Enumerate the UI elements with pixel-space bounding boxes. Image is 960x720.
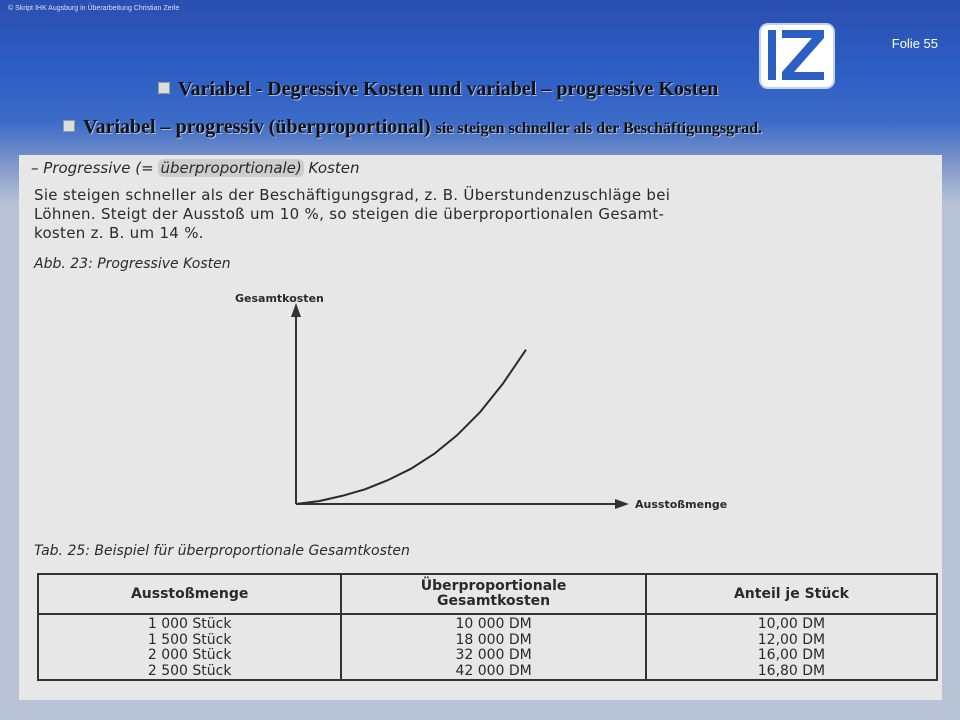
table-cell: 1 500 Stück bbox=[147, 631, 232, 648]
col-anteil bbox=[646, 614, 937, 680]
table-cell: 10 000 DM bbox=[455, 616, 532, 632]
y-axis-label: Gesamtkosten bbox=[235, 292, 324, 305]
bullet-icon bbox=[63, 120, 75, 132]
cost-curve-group bbox=[296, 350, 526, 504]
header-gesamtkosten-text: Überproportionale Gesamtkosten bbox=[420, 578, 567, 609]
header-anteil: Anteil je Stück bbox=[646, 574, 937, 614]
section-suffix: Kosten bbox=[303, 159, 360, 177]
section-heading bbox=[31, 159, 359, 177]
bullet-text-small: sie steigen schneller als der Beschäftigungsgrad. bbox=[435, 120, 763, 137]
paragraph-line: Sie steigen schneller als der Beschäftigungsgrad, z. B. Überstundenzuschläge bei bbox=[34, 186, 671, 204]
table-cell: 12,00 DM bbox=[757, 631, 826, 648]
table-body-row bbox=[38, 614, 937, 680]
col-gesamtkosten bbox=[341, 614, 646, 680]
table-cell: 32 000 DM bbox=[455, 647, 532, 663]
col-ausstossmenge bbox=[38, 614, 341, 680]
table-cell: 2 000 Stück bbox=[147, 647, 232, 663]
table-cell: 42 000 DM bbox=[455, 662, 532, 679]
table-cell: 2 500 Stück bbox=[147, 662, 232, 679]
table-cell: 18 000 DM bbox=[455, 631, 532, 648]
header-ausstossmenge: Ausstoßmenge bbox=[38, 574, 341, 614]
table-cell: 10,00 DM bbox=[757, 616, 826, 632]
x-axis-label: Ausstoßmenge bbox=[635, 498, 728, 511]
cost-table bbox=[37, 573, 938, 681]
progressive-cost-chart bbox=[219, 285, 779, 525]
slide-number: Folie 55 bbox=[891, 36, 938, 51]
x-axis-arrow-icon bbox=[615, 499, 629, 509]
table-cell: 1 000 Stück bbox=[147, 616, 232, 632]
bullet-text: Variabel - Degressive Kosten und variabel – progressive Kosten bbox=[178, 78, 719, 100]
paragraph-line: kosten z. B. um 14 %. bbox=[34, 224, 204, 242]
paragraph-line: Löhnen. Steigt der Ausstoß um 10 %, so steigen die überproportionalen Gesamt- bbox=[34, 205, 665, 223]
bullet-icon bbox=[158, 82, 170, 94]
table-header-row bbox=[38, 574, 937, 614]
y-axis-arrow-icon bbox=[291, 303, 301, 317]
table-cell: 16,80 DM bbox=[757, 662, 826, 679]
copyright-note: © Skript IHK Augsburg in Überarbeitung Christian Zerle bbox=[8, 5, 180, 12]
header-gesamtkosten bbox=[341, 574, 646, 614]
bullet-degressive-progressive bbox=[158, 78, 718, 101]
iz-logo bbox=[758, 22, 836, 90]
table-caption: Tab. 25: Beispiel für überproportionale Gesamtkosten bbox=[34, 543, 410, 559]
figure-caption: Abb. 23: Progressive Kosten bbox=[34, 256, 231, 272]
table-cell: 16,00 DM bbox=[757, 647, 826, 663]
cost-curve-line bbox=[296, 350, 526, 504]
section-highlight: überproportionale) bbox=[160, 159, 302, 177]
bullet-text-main: Variabel – progressiv (überproportional) bbox=[83, 116, 436, 138]
scanned-textbook-page bbox=[19, 155, 942, 700]
section-prefix: – Progressive (= bbox=[31, 159, 159, 177]
bullet-progressiv bbox=[63, 116, 762, 139]
